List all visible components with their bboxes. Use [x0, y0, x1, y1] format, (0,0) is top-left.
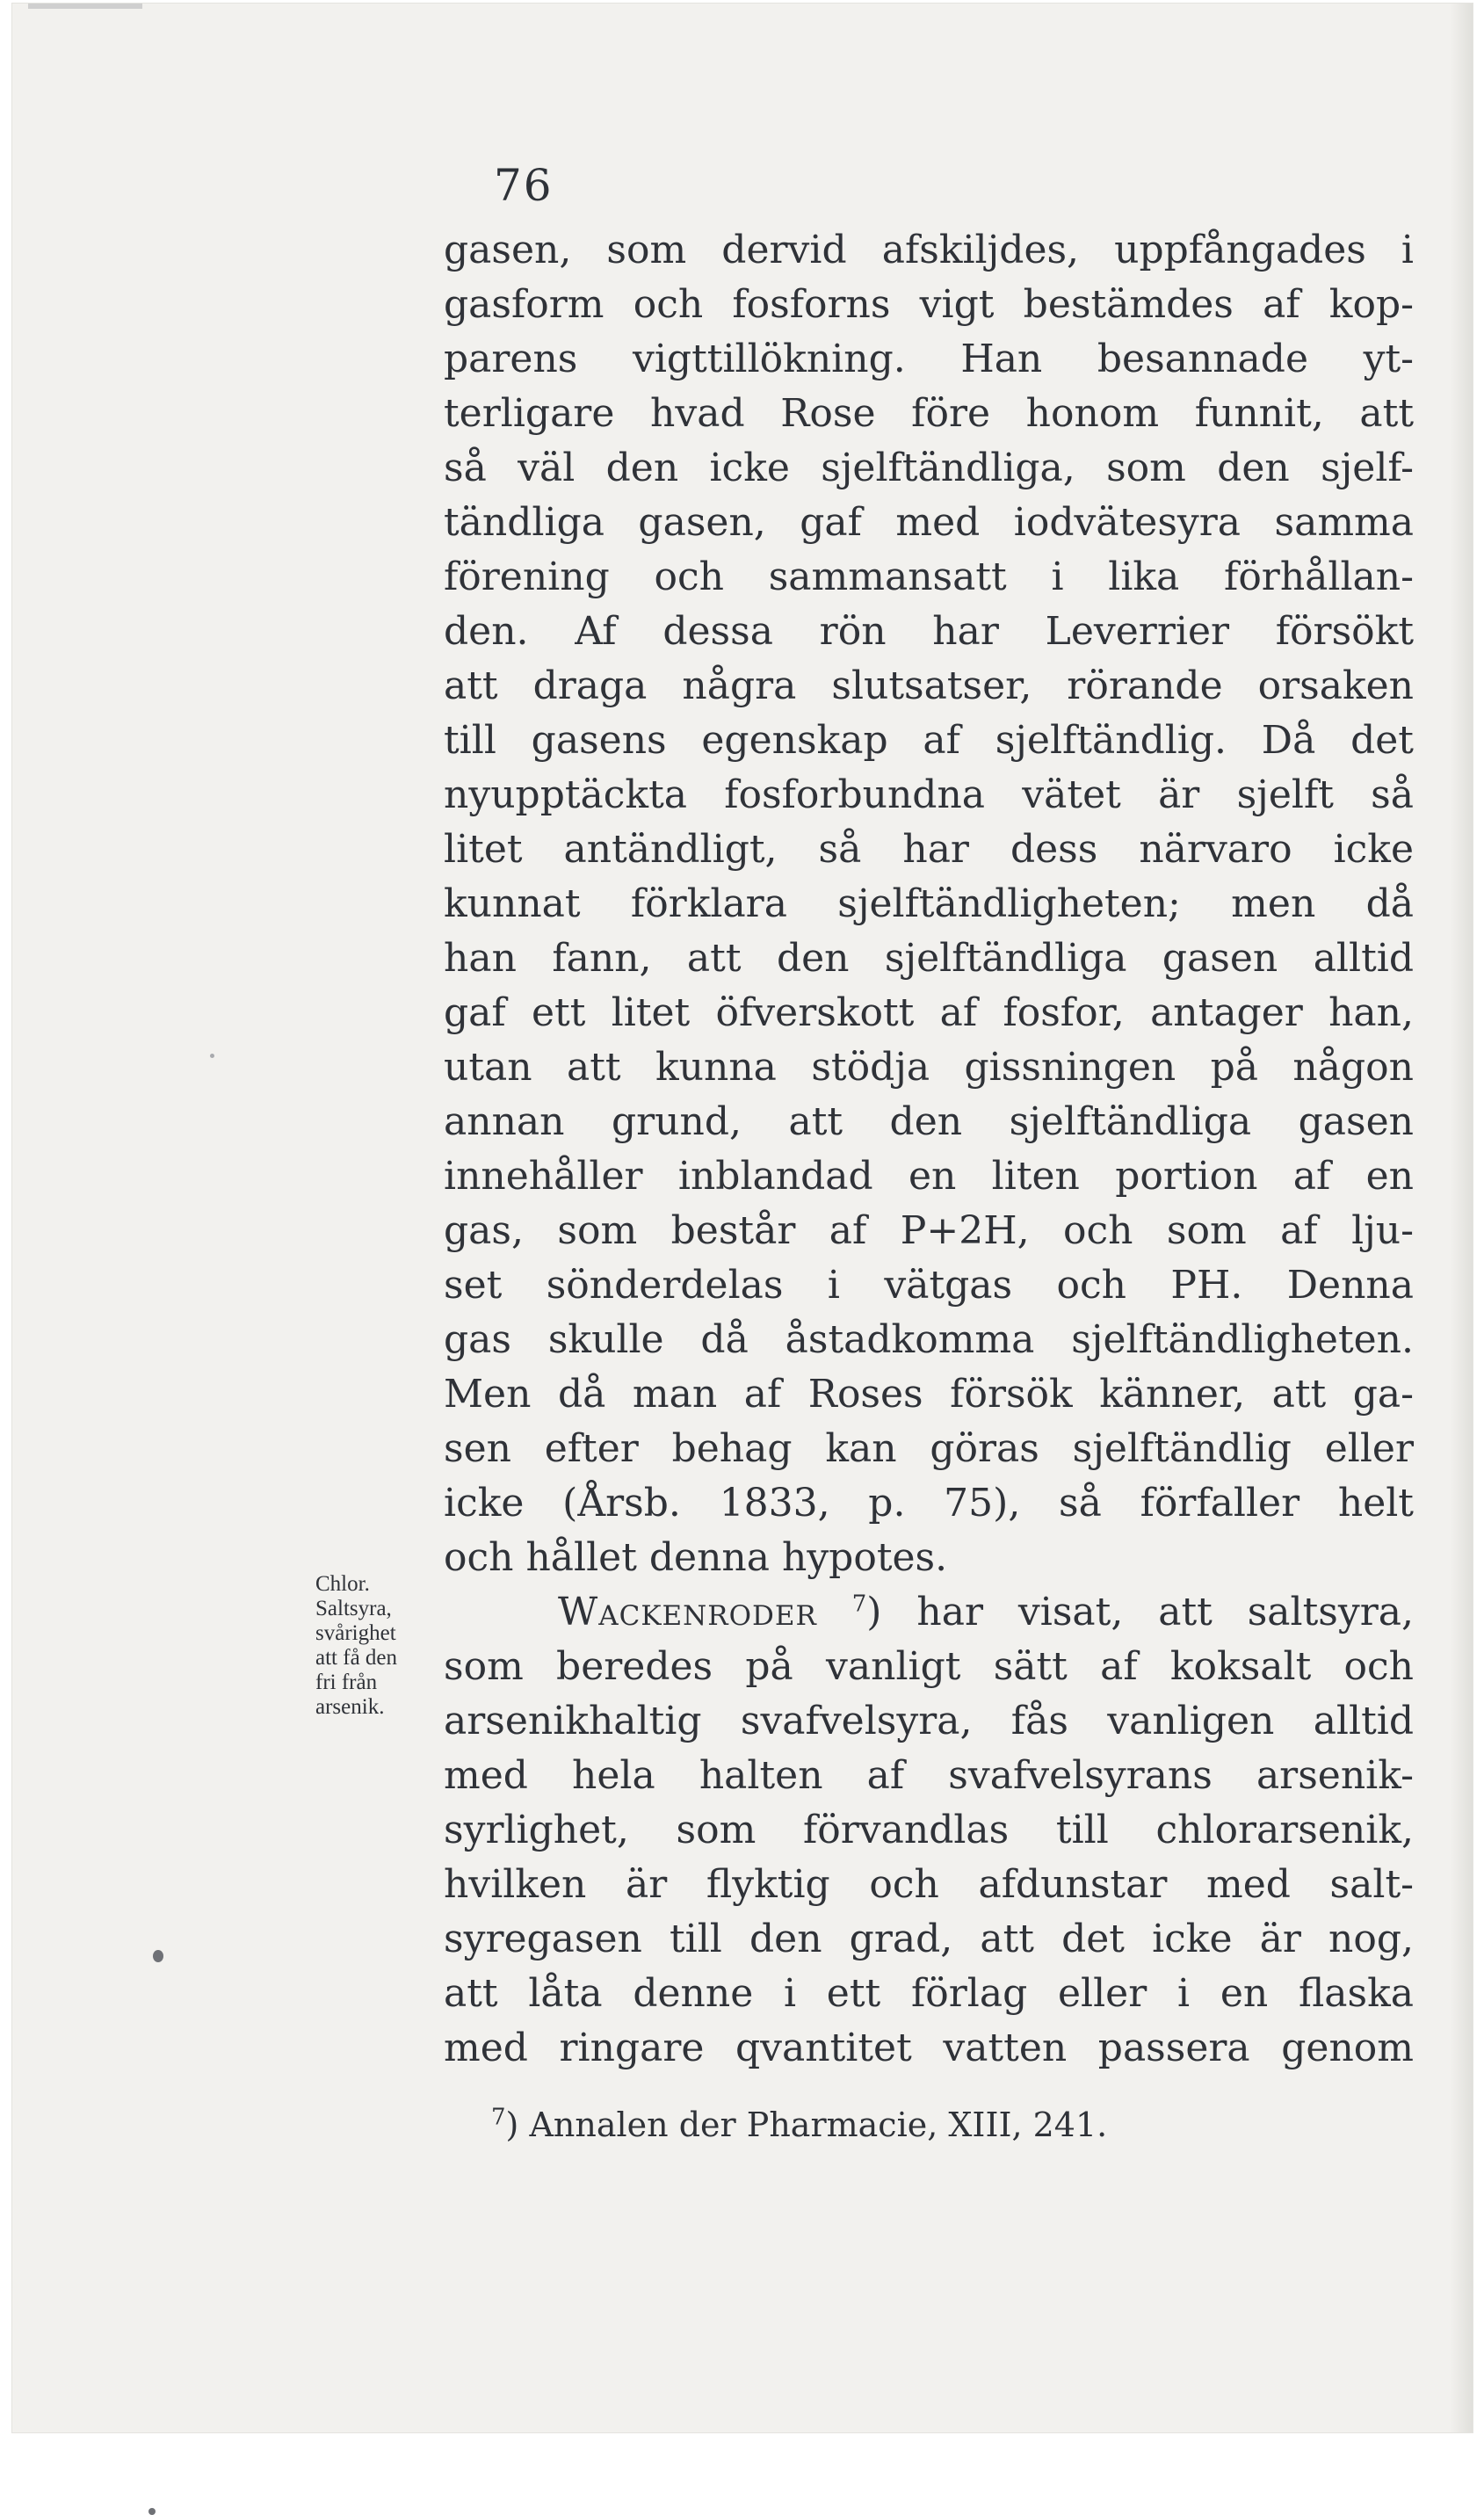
text-line: set sönderdelas i vätgas och PH. Denna: [444, 1263, 1414, 1308]
text-line: Men då man af Roses försök känner, att ga-: [444, 1372, 1414, 1417]
footnote: [491, 2105, 1107, 2144]
text-line: med hela halten af svafvelsyrans arsenik-: [444, 1753, 1414, 1798]
ink-speck: [148, 2508, 156, 2515]
marginal-note-line: arsenik.: [315, 1695, 385, 1719]
marginal-note-line: att få den: [315, 1646, 398, 1670]
book-page: [12, 4, 1473, 2432]
scan-corner-mark: [28, 4, 142, 9]
footnote-marker: 7: [491, 2104, 506, 2131]
text-line: utan att kunna stödja gissningen på någon: [444, 1045, 1414, 1090]
text-line: gas skulle då åstadkomma sjelftändligheten.: [444, 1317, 1414, 1362]
text-line: icke (Årsb. 1833, p. 75), så förfaller helt: [444, 1481, 1414, 1526]
footnote-text: ) Annalen der Pharmacie, XIII, 241.: [505, 2105, 1108, 2144]
text-line: gaf ett litet öfverskott af fosfor, antager han,: [444, 990, 1414, 1035]
text-line: gasen, som dervid afskiljdes, uppfångades i: [444, 228, 1414, 272]
text-line: parens vigttillökning. Han besannade yt-: [444, 337, 1414, 381]
text-line: syregasen till den grad, att det icke är nog,: [444, 1917, 1414, 1961]
text-line: med ringare qvantitet vatten passera genom: [444, 2026, 1414, 2070]
text-line: terligare hvad Rose före honom funnit, att: [444, 391, 1414, 436]
body-text: [444, 223, 1414, 2076]
text-line: arsenikhaltig svafvelsyra, fås vanligen alltid: [444, 1699, 1414, 1743]
ink-speck: [210, 1054, 214, 1058]
text-segment: ) har visat, att saltsyra,: [866, 1590, 1414, 1634]
text-line: och hållet denna hypotes.: [444, 1535, 948, 1580]
text-line: nyupptäckta fosforbundna vätet är sjelft så: [444, 772, 1414, 817]
marginal-note-line: fri från: [315, 1671, 378, 1694]
paragraph-2-first-line: [444, 1585, 1414, 1640]
text-line: tändliga gasen, gaf med iodvätesyra samma: [444, 500, 1414, 545]
page-number: 76: [494, 160, 554, 211]
text-line: till gasens egenskap af sjelftändlig. Då det: [444, 718, 1414, 763]
text-line: så väl den icke sjelftändliga, som den sjelf-: [444, 446, 1414, 490]
marginal-note-line: svårighet: [315, 1621, 396, 1645]
text-line: gasform och fosforns vigt bestämdes af kop-: [444, 282, 1414, 327]
marginal-note-line: Saltsyra,: [315, 1597, 392, 1620]
text-line: den. Af dessa rön har Leverrier försökt: [444, 609, 1414, 654]
text-line: att låta denne i ett förlag eller i en flaska: [444, 1971, 1414, 2016]
text-line: hvilken är flyktig och afdunstar med salt-: [444, 1862, 1414, 1907]
text-line: gas, som består af P+2H, och som af lju-: [444, 1208, 1414, 1253]
text-line: han fann, att den sjelftändliga gasen alltid: [444, 936, 1414, 981]
marginal-note: [315, 1572, 438, 1720]
marginal-note-line: Chlor.: [315, 1572, 370, 1596]
ink-speck: [153, 1950, 163, 1962]
text-line: förening och sammansatt i lika förhållan-: [444, 554, 1414, 599]
text-line: sen efter behag kan göras sjelftändlig eller: [444, 1426, 1414, 1471]
text-line: syrlighet, som förvandlas till chlorarsenik,: [444, 1808, 1414, 1852]
text-line: som beredes på vanligt sätt af koksalt och: [444, 1644, 1414, 1689]
footnote-reference: 7: [851, 1591, 867, 1618]
text-line: annan grund, att den sjelftändliga gasen: [444, 1099, 1414, 1144]
page-edge-shadow: [1450, 4, 1473, 2432]
text-line: att draga några slutsatser, rörande orsaken: [444, 663, 1414, 708]
text-line: innehåller inblandad en liten portion af en: [444, 1154, 1414, 1199]
text-line: litet antändligt, så har dess närvaro icke: [444, 827, 1414, 872]
author-name: Wackenroder: [558, 1590, 817, 1634]
text-line: kunnat förklara sjelftändligheten; men då: [444, 881, 1414, 926]
